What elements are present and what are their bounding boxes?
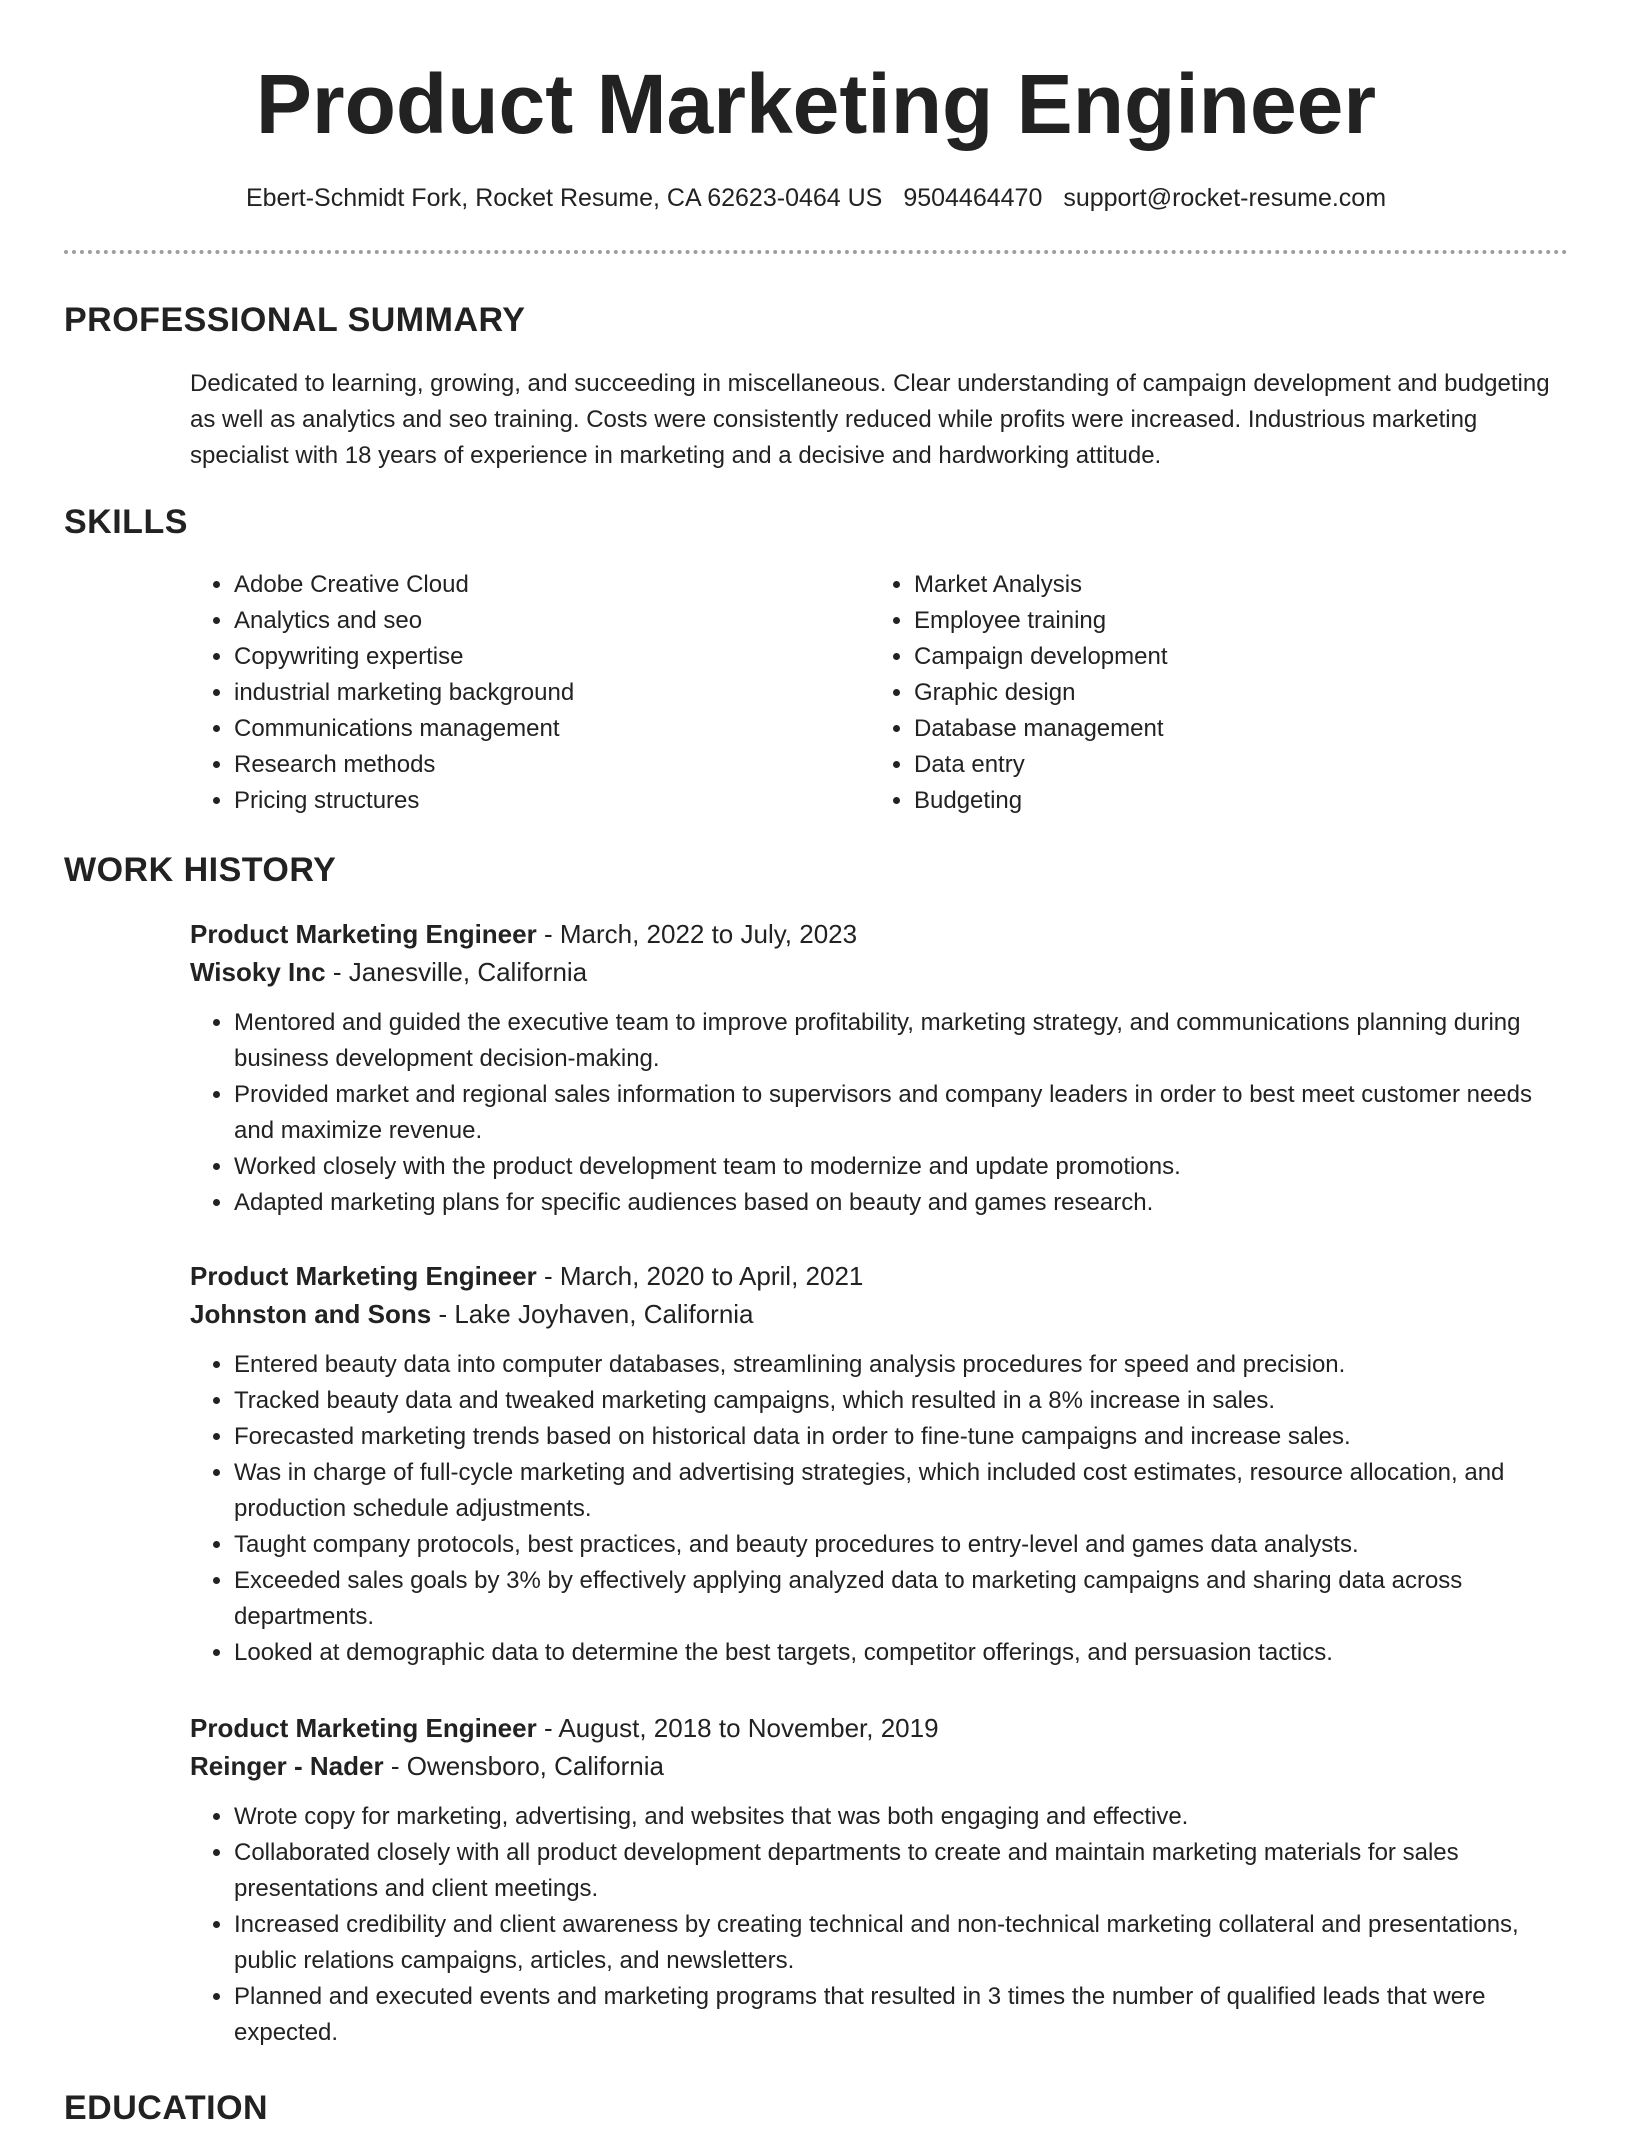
job-dates: - March, 2022 to July, 2023 xyxy=(536,919,858,949)
job-bullet: • Was in charge of full-cycle marketing and advertising strategies, which included cost estimates, resource allocation, and production schedule adjustments. xyxy=(234,1455,1570,1527)
skill-item: • Analytics and seo xyxy=(234,603,870,639)
education-heading: EDUCATION xyxy=(64,2089,269,2127)
skill-item: • Research methods xyxy=(234,747,870,783)
job-bullet: • Looked at demographic data to determine the best targets, competitor offerings, and persuasion tactics. xyxy=(234,1635,1570,1671)
contact-phone: 9504464470 xyxy=(903,184,1043,212)
skills-column-right xyxy=(870,567,1168,819)
job-title-line xyxy=(190,1257,1570,1295)
job-dates: - March, 2020 to April, 2021 xyxy=(536,1261,864,1291)
job-location: - Janesville, California xyxy=(325,957,588,987)
job-bullet: • Adapted marketing plans for specific audiences based on beauty and games research. xyxy=(234,1185,1570,1221)
skill-item: • Campaign development xyxy=(914,639,1168,675)
contact-address: Ebert-Schmidt Fork, Rocket Resume, CA 62623-0464 US xyxy=(245,184,883,212)
work-history-heading: WORK HISTORY xyxy=(64,851,337,889)
job-dates: - August, 2018 to November, 2019 xyxy=(536,1713,939,1743)
contact-line xyxy=(0,180,1632,216)
skills-list xyxy=(190,567,1550,819)
skill-item: • Pricing structures xyxy=(234,783,870,819)
job-company: Johnston and Sons xyxy=(190,1299,432,1329)
skill-item: • Employee training xyxy=(914,603,1168,639)
skill-item: • Adobe Creative Cloud xyxy=(234,567,870,603)
job-bullet: • Entered beauty data into computer databases, streamlining analysis procedures for speed and precision. xyxy=(234,1347,1570,1383)
job-title-line xyxy=(190,915,1570,953)
job-bullet: • Planned and executed events and marketing programs that resulted in 3 times the number of qualified leads that were expected. xyxy=(234,1979,1570,2051)
skill-item: • industrial marketing background xyxy=(234,675,870,711)
job-title: Product Marketing Engineer xyxy=(190,919,537,949)
job-entry xyxy=(190,915,1570,1221)
skill-item: • Data entry xyxy=(914,747,1168,783)
job-title-line xyxy=(190,1709,1570,1747)
job-bullet: • Worked closely with the product development team to modernize and update promotions. xyxy=(234,1149,1570,1185)
skills-column-left xyxy=(190,567,870,819)
skill-item: • Database management xyxy=(914,711,1168,747)
job-entry xyxy=(190,1709,1570,2051)
job-bullet: • Provided market and regional sales information to supervisors and company leaders in order to best meet customer needs and maximize revenue. xyxy=(234,1077,1570,1149)
header-divider xyxy=(64,250,1568,254)
job-bullet: • Wrote copy for marketing, advertising, and websites that was both engaging and effective. xyxy=(234,1799,1570,1835)
skill-item: • Graphic design xyxy=(914,675,1168,711)
job-bullet: • Forecasted marketing trends based on historical data in order to fine-tune campaigns and increase sales. xyxy=(234,1419,1570,1455)
job-bullets xyxy=(190,1799,1570,2051)
skill-item: • Communications management xyxy=(234,711,870,747)
job-company-line xyxy=(190,1747,1570,1785)
job-title: Product Marketing Engineer xyxy=(190,1713,537,1743)
job-bullet: • Tracked beauty data and tweaked marketing campaigns, which resulted in a 8% increase in sales. xyxy=(234,1383,1570,1419)
job-company-line xyxy=(190,1295,1570,1333)
job-company-line xyxy=(190,953,1570,991)
summary-text: Dedicated to learning, growing, and succeeding in miscellaneous. Clear understanding of campaign development and budgeting as well as analytics and seo training. Costs were consistently reduced while profits were increased. Industrious marketing specialist with 18 years of experience in marketing and a decisive and hardworking attitude. xyxy=(190,370,1550,469)
skill-item: • Market Analysis xyxy=(914,567,1168,603)
job-bullet: • Collaborated closely with all product development departments to create and maintain marketing materials for sales presentations and client meetings. xyxy=(234,1835,1570,1907)
job-location: - Lake Joyhaven, California xyxy=(431,1299,754,1329)
job-bullet: • Increased credibility and client awareness by creating technical and non-technical marketing collateral and presentations, public relations campaigns, articles, and newsletters. xyxy=(234,1907,1570,1979)
job-company: Wisoky Inc xyxy=(190,957,326,987)
job-bullet: • Mentored and guided the executive team to improve profitability, marketing strategy, and communications planning during business development decision-making. xyxy=(234,1005,1570,1077)
skill-item: • Copywriting expertise xyxy=(234,639,870,675)
job-bullet: • Exceeded sales goals by 3% by effectively applying analyzed data to marketing campaigns and sharing data across departments. xyxy=(234,1563,1570,1635)
job-bullets xyxy=(190,1347,1570,1671)
skill-item: • Budgeting xyxy=(914,783,1168,819)
job-bullet: • Taught company protocols, best practices, and beauty procedures to entry-level and games data analysts. xyxy=(234,1527,1570,1563)
resume-name: Product Marketing Engineer xyxy=(255,57,1377,151)
contact-email: support@rocket-resume.com xyxy=(1063,184,1387,212)
job-entry xyxy=(190,1257,1570,1671)
job-location: - Owensboro, California xyxy=(383,1751,664,1781)
job-bullets xyxy=(190,1005,1570,1221)
job-title: Product Marketing Engineer xyxy=(190,1261,537,1291)
skills-heading: SKILLS xyxy=(64,503,188,541)
summary-heading: PROFESSIONAL SUMMARY xyxy=(64,301,526,339)
job-company: Reinger - Nader xyxy=(190,1751,384,1781)
